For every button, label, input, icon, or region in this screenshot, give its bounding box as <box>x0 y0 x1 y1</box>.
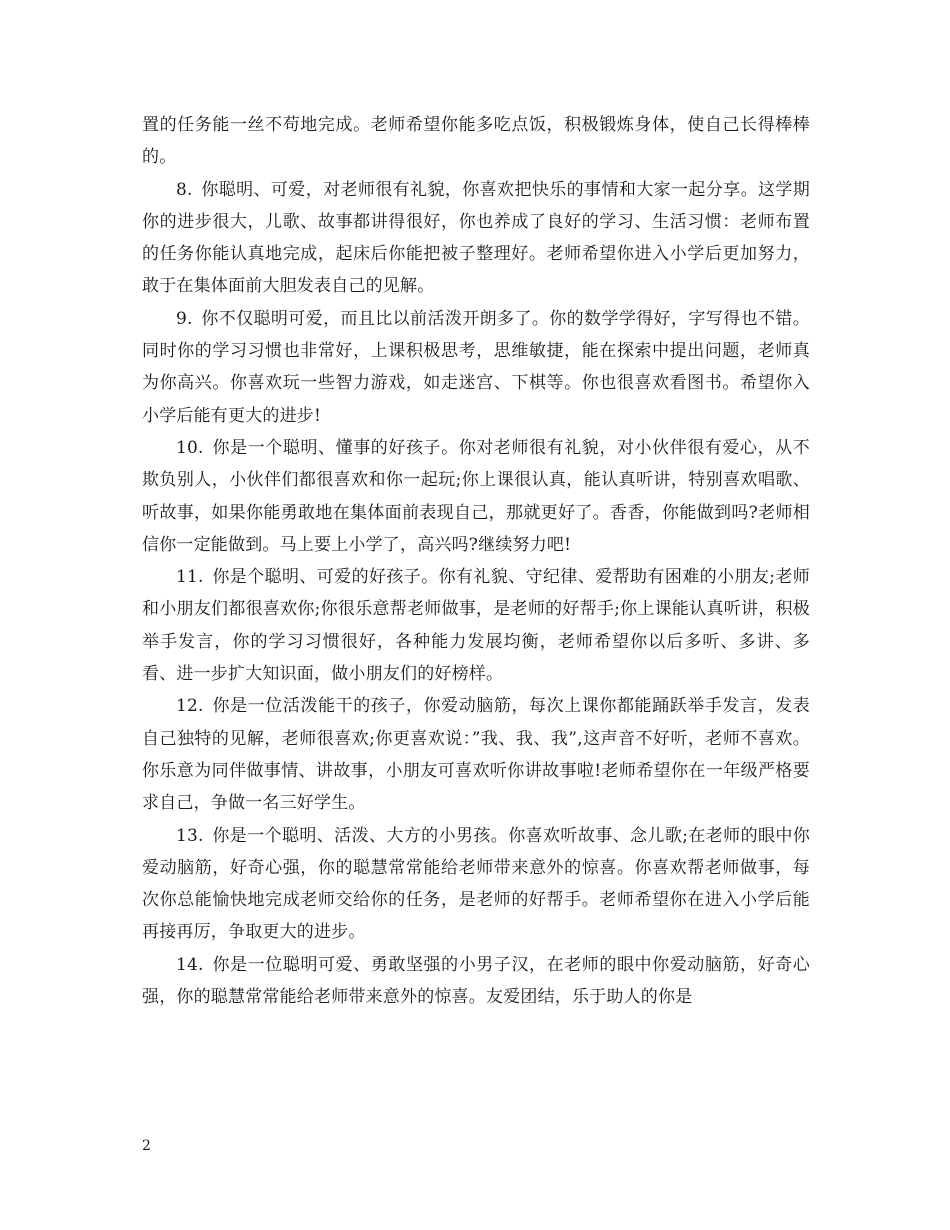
comment-paragraph-14 <box>142 949 810 1014</box>
comment-paragraph-8 <box>142 174 810 303</box>
comment-paragraph-10 <box>142 432 810 561</box>
paragraph-text: 你聪明、可爱，对老师很有礼貌，你喜欢把快乐的事情和大家一起分享。这学期你的进步很大，儿歌、故事都讲得很好，你也养成了良好的学习、生活习惯：老师布置的任务你能认真地完成，起床后你能把被子整理好。老师希望你进入小学后更加努力，敢于在集体面前大胆发表自己的见解。 <box>142 179 810 297</box>
comment-paragraph-11 <box>142 561 810 690</box>
paragraph-text: 你是一个聪明、懂事的好孩子。你对老师很有礼貌，对小伙伴很有爱心，从不欺负别人，小伙伴们都很喜欢和你一起玩;你上课很认真，能认真听讲，特别喜欢唱歌、听故事，如果你能勇敢地在集体面前表现自己，那就更好了。香香，你能做到吗?老师相信你一定能做到。马上要上小学了，高兴吗?继续努力吧! <box>142 437 810 555</box>
continuation-paragraph: 置的任务能一丝不苟地完成。老师希望你能多吃点饭，积极锻炼身体，使自己长得棒棒的。 <box>142 115 810 168</box>
document-body <box>142 109 810 1013</box>
paragraph-number: 13. <box>176 825 204 846</box>
paragraph-text: 你不仅聪明可爱，而且比以前活泼开朗多了。你的数学学得好，字写得也不错。同时你的学习习惯也非常好，上课积极思考，思维敏捷，能在探索中提出问题，老师真为你高兴。你喜欢玩一些智力游戏，如走迷宫、下棋等。你也很喜欢看图书。希望你入小学后能有更大的进步! <box>142 308 810 426</box>
paragraph-number: 8. <box>176 179 193 200</box>
paragraph-number: 12. <box>176 696 204 717</box>
comment-paragraph-12 <box>142 690 810 819</box>
page-number: 2 <box>142 1138 151 1154</box>
comment-paragraph-9 <box>142 303 810 432</box>
paragraph-number: 10. <box>176 437 204 458</box>
paragraph-number: 11. <box>176 567 204 588</box>
paragraph-text: 你是个聪明、可爱的好孩子。你有礼貌、守纪律、爱帮助有困难的小朋友;老师和小朋友们都很喜欢你;你很乐意帮老师做事，是老师的好帮手;你上课能认真听讲，积极举手发言，你的学习习惯很好，各种能力发展均衡，老师希望你以后多听、多讲、多看、进一步扩大知识面，做小朋友们的好榜样。 <box>142 567 810 685</box>
paragraph-text: 你是一个聪明、活泼、大方的小男孩。你喜欢听故事、念儿歌;在老师的眼中你爱动脑筋，好奇心强，你的聪慧常常能给老师带来意外的惊喜。你喜欢帮老师做事，每次你总能愉快地完成老师交给你的任务，是老师的好帮手。老师希望你在进入小学后能再接再厉，争取更大的进步。 <box>142 825 810 943</box>
paragraph-number: 14. <box>176 954 204 975</box>
paragraph-number: 9. <box>176 308 193 329</box>
paragraph-text: 你是一位活泼能干的孩子，你爱动脑筋，每次上课你都能踊跃举手发言，发表自己独特的见解，老师很喜欢;你更喜欢说：”我、我、我”,这声音不好听，老师不喜欢。你乐意为同伴做事情、讲故事，小朋友可喜欢听你讲故事啦!老师希望你在一年级严格要求自己，争做一名三好学生。 <box>142 696 810 814</box>
comment-paragraph-13 <box>142 820 810 949</box>
paragraph-text: 你是一位聪明可爱、勇敢坚强的小男子汉，在老师的眼中你爱动脑筋，好奇心强，你的聪慧常常能给老师带来意外的惊喜。友爱团结，乐于助人的你是 <box>142 954 810 1008</box>
